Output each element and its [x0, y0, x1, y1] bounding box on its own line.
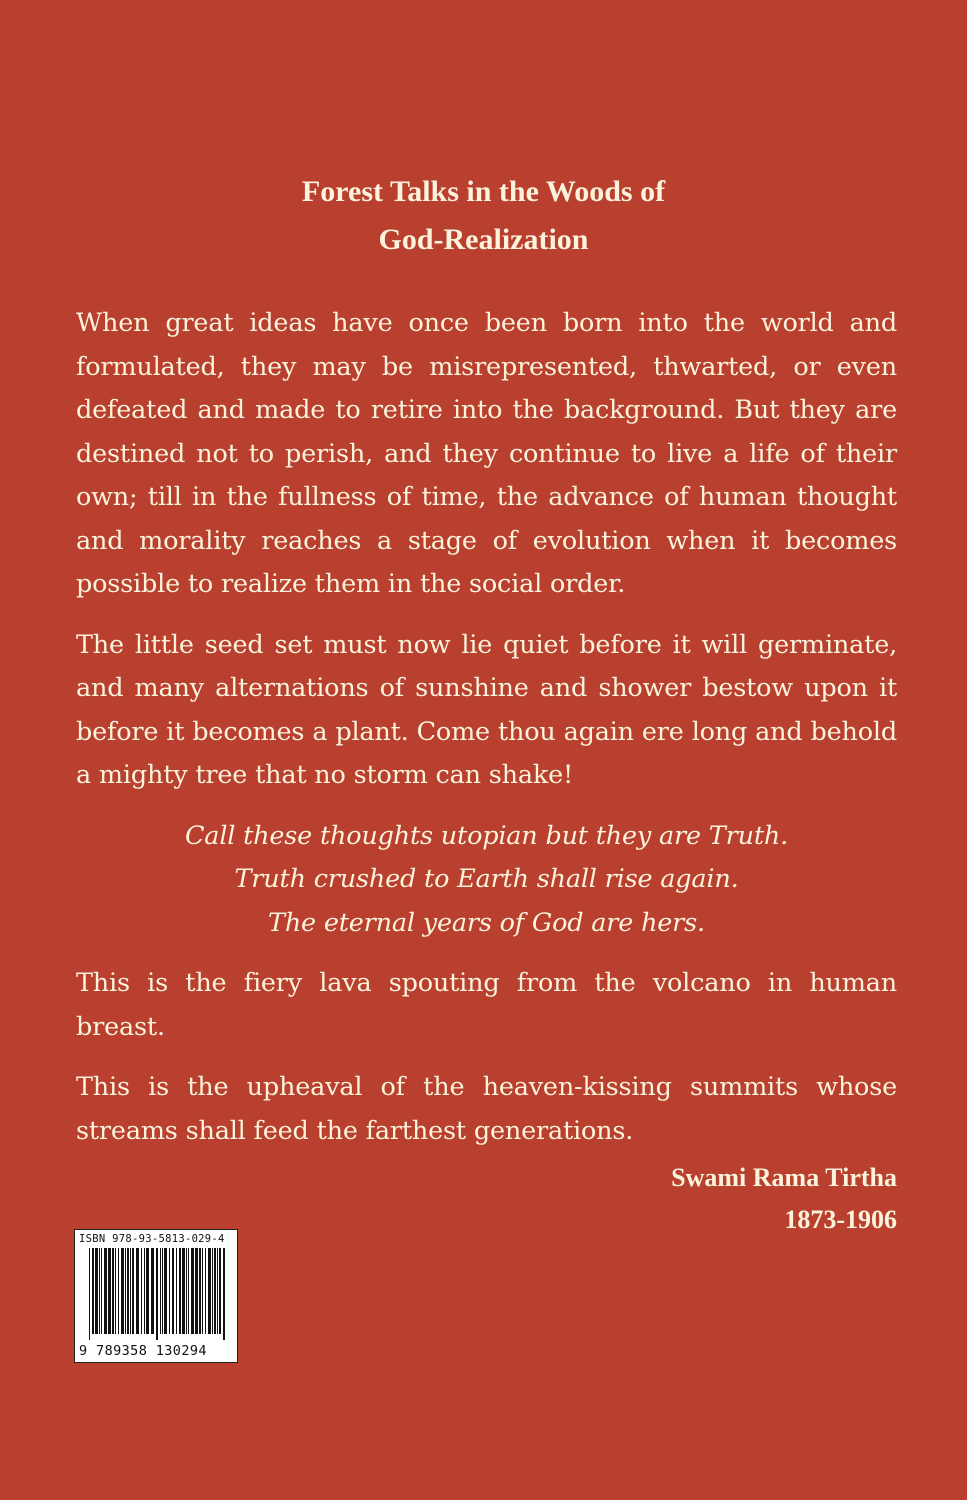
- barcode-bar: [212, 1248, 213, 1334]
- barcode-bar: [186, 1248, 187, 1334]
- barcode-bar: [125, 1248, 126, 1334]
- barcode-bar: [162, 1248, 163, 1334]
- barcode-bar: [141, 1248, 142, 1334]
- isbn-label: ISBN 978-93-5813-029-4: [79, 1233, 225, 1245]
- barcode-bar: [89, 1248, 90, 1340]
- isbn-digits: 9 789358 130294: [79, 1343, 207, 1359]
- quote-line-1: Call these thoughts utopian but they are Truth.: [185, 820, 788, 851]
- barcode-bar: [219, 1248, 221, 1334]
- barcode-bar: [179, 1248, 181, 1334]
- barcode-bar: [112, 1248, 114, 1334]
- quote-line-2: Truth crushed to Earth shall rise again.: [234, 864, 739, 894]
- barcode-bar: [208, 1248, 211, 1334]
- barcode-bar: [191, 1248, 194, 1334]
- barcode-bar: [104, 1248, 107, 1334]
- barcode-bar: [223, 1248, 225, 1340]
- barcode-bar: [108, 1248, 111, 1334]
- paragraph-1: When great ideas have once been born into the world and formulated, they may be misrepresented, thwarted, or even defeated and made to retire into the background. But they are destined not to perish, and they continue to live a life of their own; till in the fullness of time, the advance of human thought and morality reaches a stage of evolution when it becomes possible to realize them in the social order.: [76, 308, 897, 599]
- blurb-body: [76, 302, 897, 1170]
- barcode-bar: [118, 1248, 119, 1334]
- barcode-bar: [95, 1248, 98, 1334]
- quote-block: [76, 815, 897, 946]
- quote-line-3: The eternal years of God are hers.: [268, 907, 705, 938]
- barcode-bar: [205, 1248, 206, 1334]
- closing-paragraph-2: This is the upheaval of the heaven-kissing summits whose streams shall feed the farthest generations.: [76, 1072, 897, 1146]
- paragraph-2: The little seed set must now lie quiet before it will germinate, and many alternations of sunshine and shower bestow upon it before it becomes a plant. Come thou again ere long and behold a mighty tree that no storm can shake!: [76, 629, 897, 790]
- barcode-bar: [115, 1248, 116, 1334]
- barcode-bar: [132, 1248, 134, 1334]
- book-title: [0, 168, 967, 264]
- barcode-bar: [156, 1248, 158, 1340]
- barcode-bar: [130, 1248, 131, 1334]
- barcode-bar: [144, 1248, 145, 1334]
- barcode-bar: [101, 1248, 102, 1334]
- barcode-bar: [127, 1248, 129, 1334]
- barcode-bar: [121, 1248, 124, 1334]
- title-line-2: God-Realization: [378, 223, 589, 256]
- barcode-bar: [92, 1248, 94, 1334]
- barcode-bar: [151, 1248, 154, 1334]
- barcode-bar: [188, 1248, 189, 1334]
- barcode-bar: [214, 1248, 216, 1334]
- barcode-bar: [146, 1248, 149, 1334]
- closing-paragraph-1: This is the fiery lava spouting from the volcano in human breast.: [76, 968, 897, 1042]
- isbn-barcode: [74, 1229, 238, 1363]
- barcode-bar: [176, 1248, 177, 1334]
- barcode-bar: [217, 1248, 218, 1334]
- barcode-bar: [99, 1248, 100, 1334]
- barcode-bar: [136, 1248, 139, 1334]
- author-name: Swami Rama Tirtha: [671, 1163, 897, 1192]
- barcode-bar: [202, 1248, 203, 1334]
- author-years: 1873-1906: [784, 1205, 897, 1234]
- barcode-bar: [160, 1248, 161, 1334]
- barcode-bar: [195, 1248, 198, 1334]
- barcode-bars: [89, 1248, 225, 1340]
- barcode-bar: [164, 1248, 167, 1334]
- title-line-1: Forest Talks in the Woods of: [301, 175, 666, 208]
- barcode-bar: [182, 1248, 185, 1334]
- barcode-bar: [169, 1248, 170, 1334]
- barcode-bar: [172, 1248, 174, 1334]
- signature: [671, 1157, 897, 1241]
- barcode-bar: [199, 1248, 201, 1334]
